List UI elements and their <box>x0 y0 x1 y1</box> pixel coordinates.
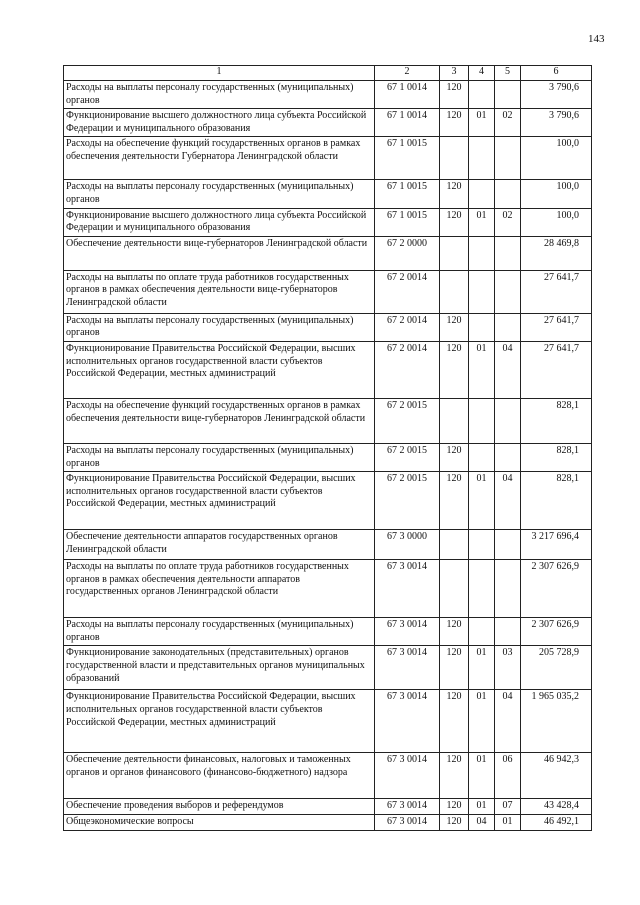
cell-rz <box>469 560 495 618</box>
table-row <box>64 313 592 341</box>
cell-name: Общеэкономические вопросы <box>64 814 375 830</box>
cell-vr: 120 <box>440 618 469 646</box>
cell-name: Функционирование высшего должностного лица субъекта Российской Федерации и муниципального образования <box>64 109 375 137</box>
cell-rz <box>469 530 495 560</box>
cell-sum: 828,1 <box>521 472 592 530</box>
cell-code: 67 2 0014 <box>375 341 440 398</box>
cell-pr <box>495 618 521 646</box>
cell-sum: 28 469,8 <box>521 236 592 270</box>
cell-rz: 01 <box>469 472 495 530</box>
cell-pr <box>495 180 521 208</box>
cell-code: 67 3 0014 <box>375 753 440 799</box>
table-row <box>64 530 592 560</box>
cell-rz: 01 <box>469 208 495 236</box>
cell-code: 67 3 0014 <box>375 646 440 690</box>
cell-vr: 120 <box>440 208 469 236</box>
cell-sum: 3 217 696,4 <box>521 530 592 560</box>
cell-name: Обеспечение деятельности финансовых, налоговых и таможенных органов и органов финансового (финансово-бюджетного) надзора <box>64 753 375 799</box>
cell-name: Обеспечение деятельности аппаратов государственных органов Ленинградской области <box>64 530 375 560</box>
cell-sum: 828,1 <box>521 443 592 471</box>
cell-name: Функционирование Правительства Российской Федерации, высших исполнительных органов государственной власти субъектов Российской Федерации, местных администраций <box>64 472 375 530</box>
cell-vr: 120 <box>440 341 469 398</box>
cell-name: Расходы на обеспечение функций государственных органов в рамках обеспечения деятельности Губернатора Ленинградской области <box>64 137 375 180</box>
cell-code: 67 2 0015 <box>375 443 440 471</box>
cell-pr: 06 <box>495 753 521 799</box>
cell-name: Расходы на выплаты персоналу государственных (муниципальных) органов <box>64 443 375 471</box>
cell-rz: 01 <box>469 799 495 815</box>
cell-code: 67 1 0014 <box>375 109 440 137</box>
cell-pr <box>495 313 521 341</box>
cell-vr: 120 <box>440 753 469 799</box>
cell-vr <box>440 560 469 618</box>
cell-code: 67 3 0014 <box>375 560 440 618</box>
cell-code: 67 2 0015 <box>375 472 440 530</box>
cell-name: Обеспечение проведения выборов и референдумов <box>64 799 375 815</box>
cell-pr <box>495 270 521 313</box>
column-header-4: 4 <box>469 66 495 81</box>
table-row <box>64 472 592 530</box>
cell-vr: 120 <box>440 690 469 753</box>
cell-vr: 120 <box>440 313 469 341</box>
table-row <box>64 398 592 443</box>
cell-rz: 04 <box>469 814 495 830</box>
table-row <box>64 443 592 471</box>
cell-pr <box>495 530 521 560</box>
cell-code: 67 3 0014 <box>375 690 440 753</box>
column-header-5: 5 <box>495 66 521 81</box>
cell-rz <box>469 618 495 646</box>
table-row <box>64 618 592 646</box>
cell-name: Функционирование высшего должностного лица субъекта Российской Федерации и муниципального образования <box>64 208 375 236</box>
cell-sum: 43 428,4 <box>521 799 592 815</box>
column-header-2: 2 <box>375 66 440 81</box>
cell-rz <box>469 270 495 313</box>
table-row <box>64 646 592 690</box>
cell-code: 67 2 0014 <box>375 313 440 341</box>
cell-name: Функционирование Правительства Российской Федерации, высших исполнительных органов государственной власти субъектов Российской Федерации, местных администраций <box>64 690 375 753</box>
cell-sum: 828,1 <box>521 398 592 443</box>
cell-vr <box>440 137 469 180</box>
table-row <box>64 236 592 270</box>
cell-pr: 04 <box>495 341 521 398</box>
cell-pr <box>495 560 521 618</box>
cell-pr <box>495 398 521 443</box>
cell-rz: 01 <box>469 690 495 753</box>
table-row <box>64 137 592 180</box>
cell-pr <box>495 443 521 471</box>
column-header-1: 1 <box>64 66 375 81</box>
cell-code: 67 1 0014 <box>375 81 440 109</box>
budget-table <box>63 65 592 831</box>
cell-code: 67 3 0014 <box>375 814 440 830</box>
cell-pr <box>495 137 521 180</box>
cell-vr <box>440 236 469 270</box>
cell-sum: 27 641,7 <box>521 341 592 398</box>
table-row <box>64 180 592 208</box>
page-number: 143 <box>588 33 605 45</box>
cell-code: 67 3 0000 <box>375 530 440 560</box>
cell-pr: 02 <box>495 208 521 236</box>
header-row <box>64 66 592 81</box>
column-header-3: 3 <box>440 66 469 81</box>
cell-sum: 100,0 <box>521 208 592 236</box>
cell-name: Обеспечение деятельности вице-губернаторов Ленинградской области <box>64 236 375 270</box>
cell-pr: 04 <box>495 472 521 530</box>
cell-code: 67 1 0015 <box>375 208 440 236</box>
cell-vr: 120 <box>440 814 469 830</box>
cell-code: 67 2 0014 <box>375 270 440 313</box>
cell-sum: 2 307 626,9 <box>521 618 592 646</box>
cell-rz: 01 <box>469 109 495 137</box>
table-row <box>64 560 592 618</box>
cell-rz <box>469 180 495 208</box>
cell-name: Расходы на выплаты персоналу государственных (муниципальных) органов <box>64 313 375 341</box>
cell-pr: 04 <box>495 690 521 753</box>
cell-name: Функционирование законодательных (представительных) органов государственной власти и представительных органов муниципальных образований <box>64 646 375 690</box>
cell-code: 67 2 0015 <box>375 398 440 443</box>
cell-sum: 46 492,1 <box>521 814 592 830</box>
column-header-6: 6 <box>521 66 592 81</box>
cell-vr <box>440 398 469 443</box>
cell-vr: 120 <box>440 443 469 471</box>
cell-rz <box>469 81 495 109</box>
cell-name: Расходы на выплаты персоналу государственных (муниципальных) органов <box>64 81 375 109</box>
table-row <box>64 270 592 313</box>
table-row <box>64 814 592 830</box>
cell-vr: 120 <box>440 646 469 690</box>
cell-name: Расходы на выплаты по оплате труда работников государственных органов в рамках обеспечения деятельности аппаратов государственных органов Ленинградской области <box>64 560 375 618</box>
cell-vr: 120 <box>440 799 469 815</box>
cell-code: 67 1 0015 <box>375 137 440 180</box>
cell-vr <box>440 530 469 560</box>
cell-code: 67 2 0000 <box>375 236 440 270</box>
cell-pr <box>495 81 521 109</box>
cell-vr: 120 <box>440 81 469 109</box>
cell-pr: 02 <box>495 109 521 137</box>
table-row <box>64 109 592 137</box>
cell-sum: 46 942,3 <box>521 753 592 799</box>
cell-vr: 120 <box>440 180 469 208</box>
table-row <box>64 341 592 398</box>
cell-sum: 2 307 626,9 <box>521 560 592 618</box>
cell-sum: 1 965 035,2 <box>521 690 592 753</box>
cell-rz: 01 <box>469 341 495 398</box>
cell-sum: 100,0 <box>521 137 592 180</box>
cell-vr: 120 <box>440 472 469 530</box>
cell-pr: 01 <box>495 814 521 830</box>
cell-rz <box>469 313 495 341</box>
cell-rz: 01 <box>469 753 495 799</box>
cell-pr: 03 <box>495 646 521 690</box>
cell-code: 67 3 0014 <box>375 799 440 815</box>
table-row <box>64 799 592 815</box>
cell-sum: 3 790,6 <box>521 81 592 109</box>
cell-pr <box>495 236 521 270</box>
cell-pr: 07 <box>495 799 521 815</box>
cell-sum: 100,0 <box>521 180 592 208</box>
cell-name: Расходы на выплаты персоналу государственных (муниципальных) органов <box>64 618 375 646</box>
cell-rz <box>469 236 495 270</box>
cell-vr: 120 <box>440 109 469 137</box>
cell-name: Расходы на выплаты персоналу государственных (муниципальных) органов <box>64 180 375 208</box>
table-row <box>64 81 592 109</box>
cell-name: Расходы на обеспечение функций государственных органов в рамках обеспечения деятельности вице-губернаторов Ленинградской области <box>64 398 375 443</box>
cell-rz <box>469 398 495 443</box>
table-row <box>64 690 592 753</box>
cell-vr <box>440 270 469 313</box>
cell-rz <box>469 137 495 180</box>
cell-code: 67 1 0015 <box>375 180 440 208</box>
table-row <box>64 753 592 799</box>
cell-sum: 27 641,7 <box>521 270 592 313</box>
cell-sum: 27 641,7 <box>521 313 592 341</box>
cell-code: 67 3 0014 <box>375 618 440 646</box>
cell-rz: 01 <box>469 646 495 690</box>
cell-name: Расходы на выплаты по оплате труда работников государственных органов в рамках обеспечения деятельности вице-губернаторов Ленинградской области <box>64 270 375 313</box>
table-row <box>64 208 592 236</box>
cell-sum: 205 728,9 <box>521 646 592 690</box>
cell-name: Функционирование Правительства Российской Федерации, высших исполнительных органов государственной власти субъектов Российской Федерации, местных администраций <box>64 341 375 398</box>
cell-sum: 3 790,6 <box>521 109 592 137</box>
cell-rz <box>469 443 495 471</box>
